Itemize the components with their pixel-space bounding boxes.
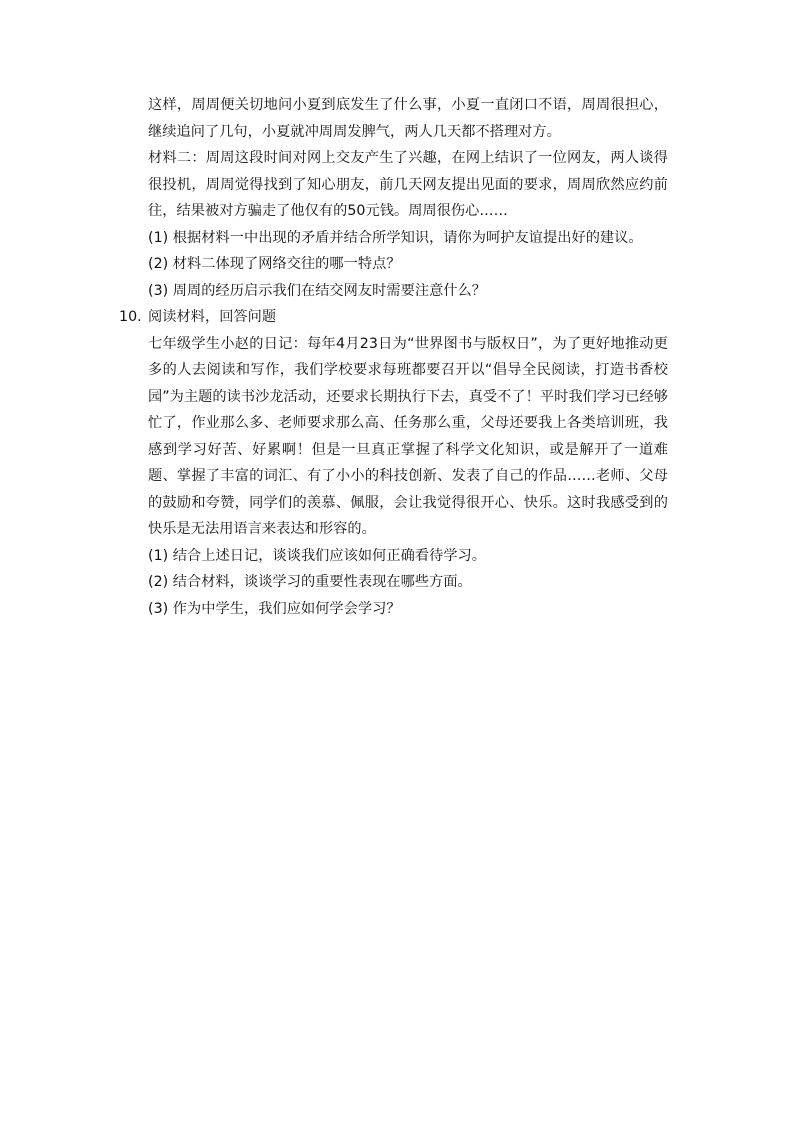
- question-10: [119, 304, 668, 622]
- sub-question: (1) 根据材料一中出现的矛盾并结合所学知识，请你为呵护友谊提出好的建议。: [148, 229, 643, 246]
- sub-question: (2) 结合材料，谈谈学习的重要性表现在哪些方面。: [148, 574, 472, 590]
- diary-material-text: 七年级学生小赵的日记：每年4月23日为“世界图书与版权日”，为了更好地推动更多的人去阅读和写作，我们学校要求每班都要召开以“倡导全民阅读，打造书香校园”为主题的读书沙龙活动，还要求长期执行下去，真受不了！平时我们学习已经够忙了，作业那么多、老师要求那么高、任务那么重，父母还要我上各类培训班，我感到学习好苦、好累啊！但是一旦真正掌握了科学文化知识，或是解开了一道难题、掌握了丰富的词汇、有了小小的科技创新、发表了自己的作品……老师、父母的鼓励和夸赞，同学们的羡慕、佩服，会让我觉得很开心、快乐。这时我感受到的快乐是无法用语言来表达和形容的。: [148, 335, 668, 537]
- question-title: 阅读材料，回答问题: [148, 309, 277, 325]
- page-content: [119, 92, 668, 622]
- sub-question: (2) 材料二体现了网络交往的哪一特点？: [148, 256, 401, 272]
- material-1-continuation-text: 这样，周周便关切地问小夏到底发生了什么事，小夏一直闭口不语，周周很担心，继续追问了几句，小夏就冲周周发脾气，两人几天都不搭理对方。: [148, 97, 668, 140]
- sub-question: (1) 结合上述日记，谈谈我们应该如何正确看待学习。: [148, 547, 487, 564]
- sub-question: (3) 作为中学生，我们应如何学会学习？: [148, 600, 401, 617]
- sub-question: (3) 周周的经历启示我们在结交网友时需要注意什么？: [148, 282, 487, 299]
- question-9-continuation: [148, 92, 668, 304]
- material-2-text: 材料二：周周这段时间对网上交友产生了兴趣，在网上结识了一位网友，两人谈得很投机，周周觉得找到了知心朋友，前几天网友提出见面的要求，周周欣然应约前往，结果被对方骗走了他仅有的50元钱。周周很伤心……: [148, 150, 668, 219]
- question-number: 10.: [119, 309, 142, 325]
